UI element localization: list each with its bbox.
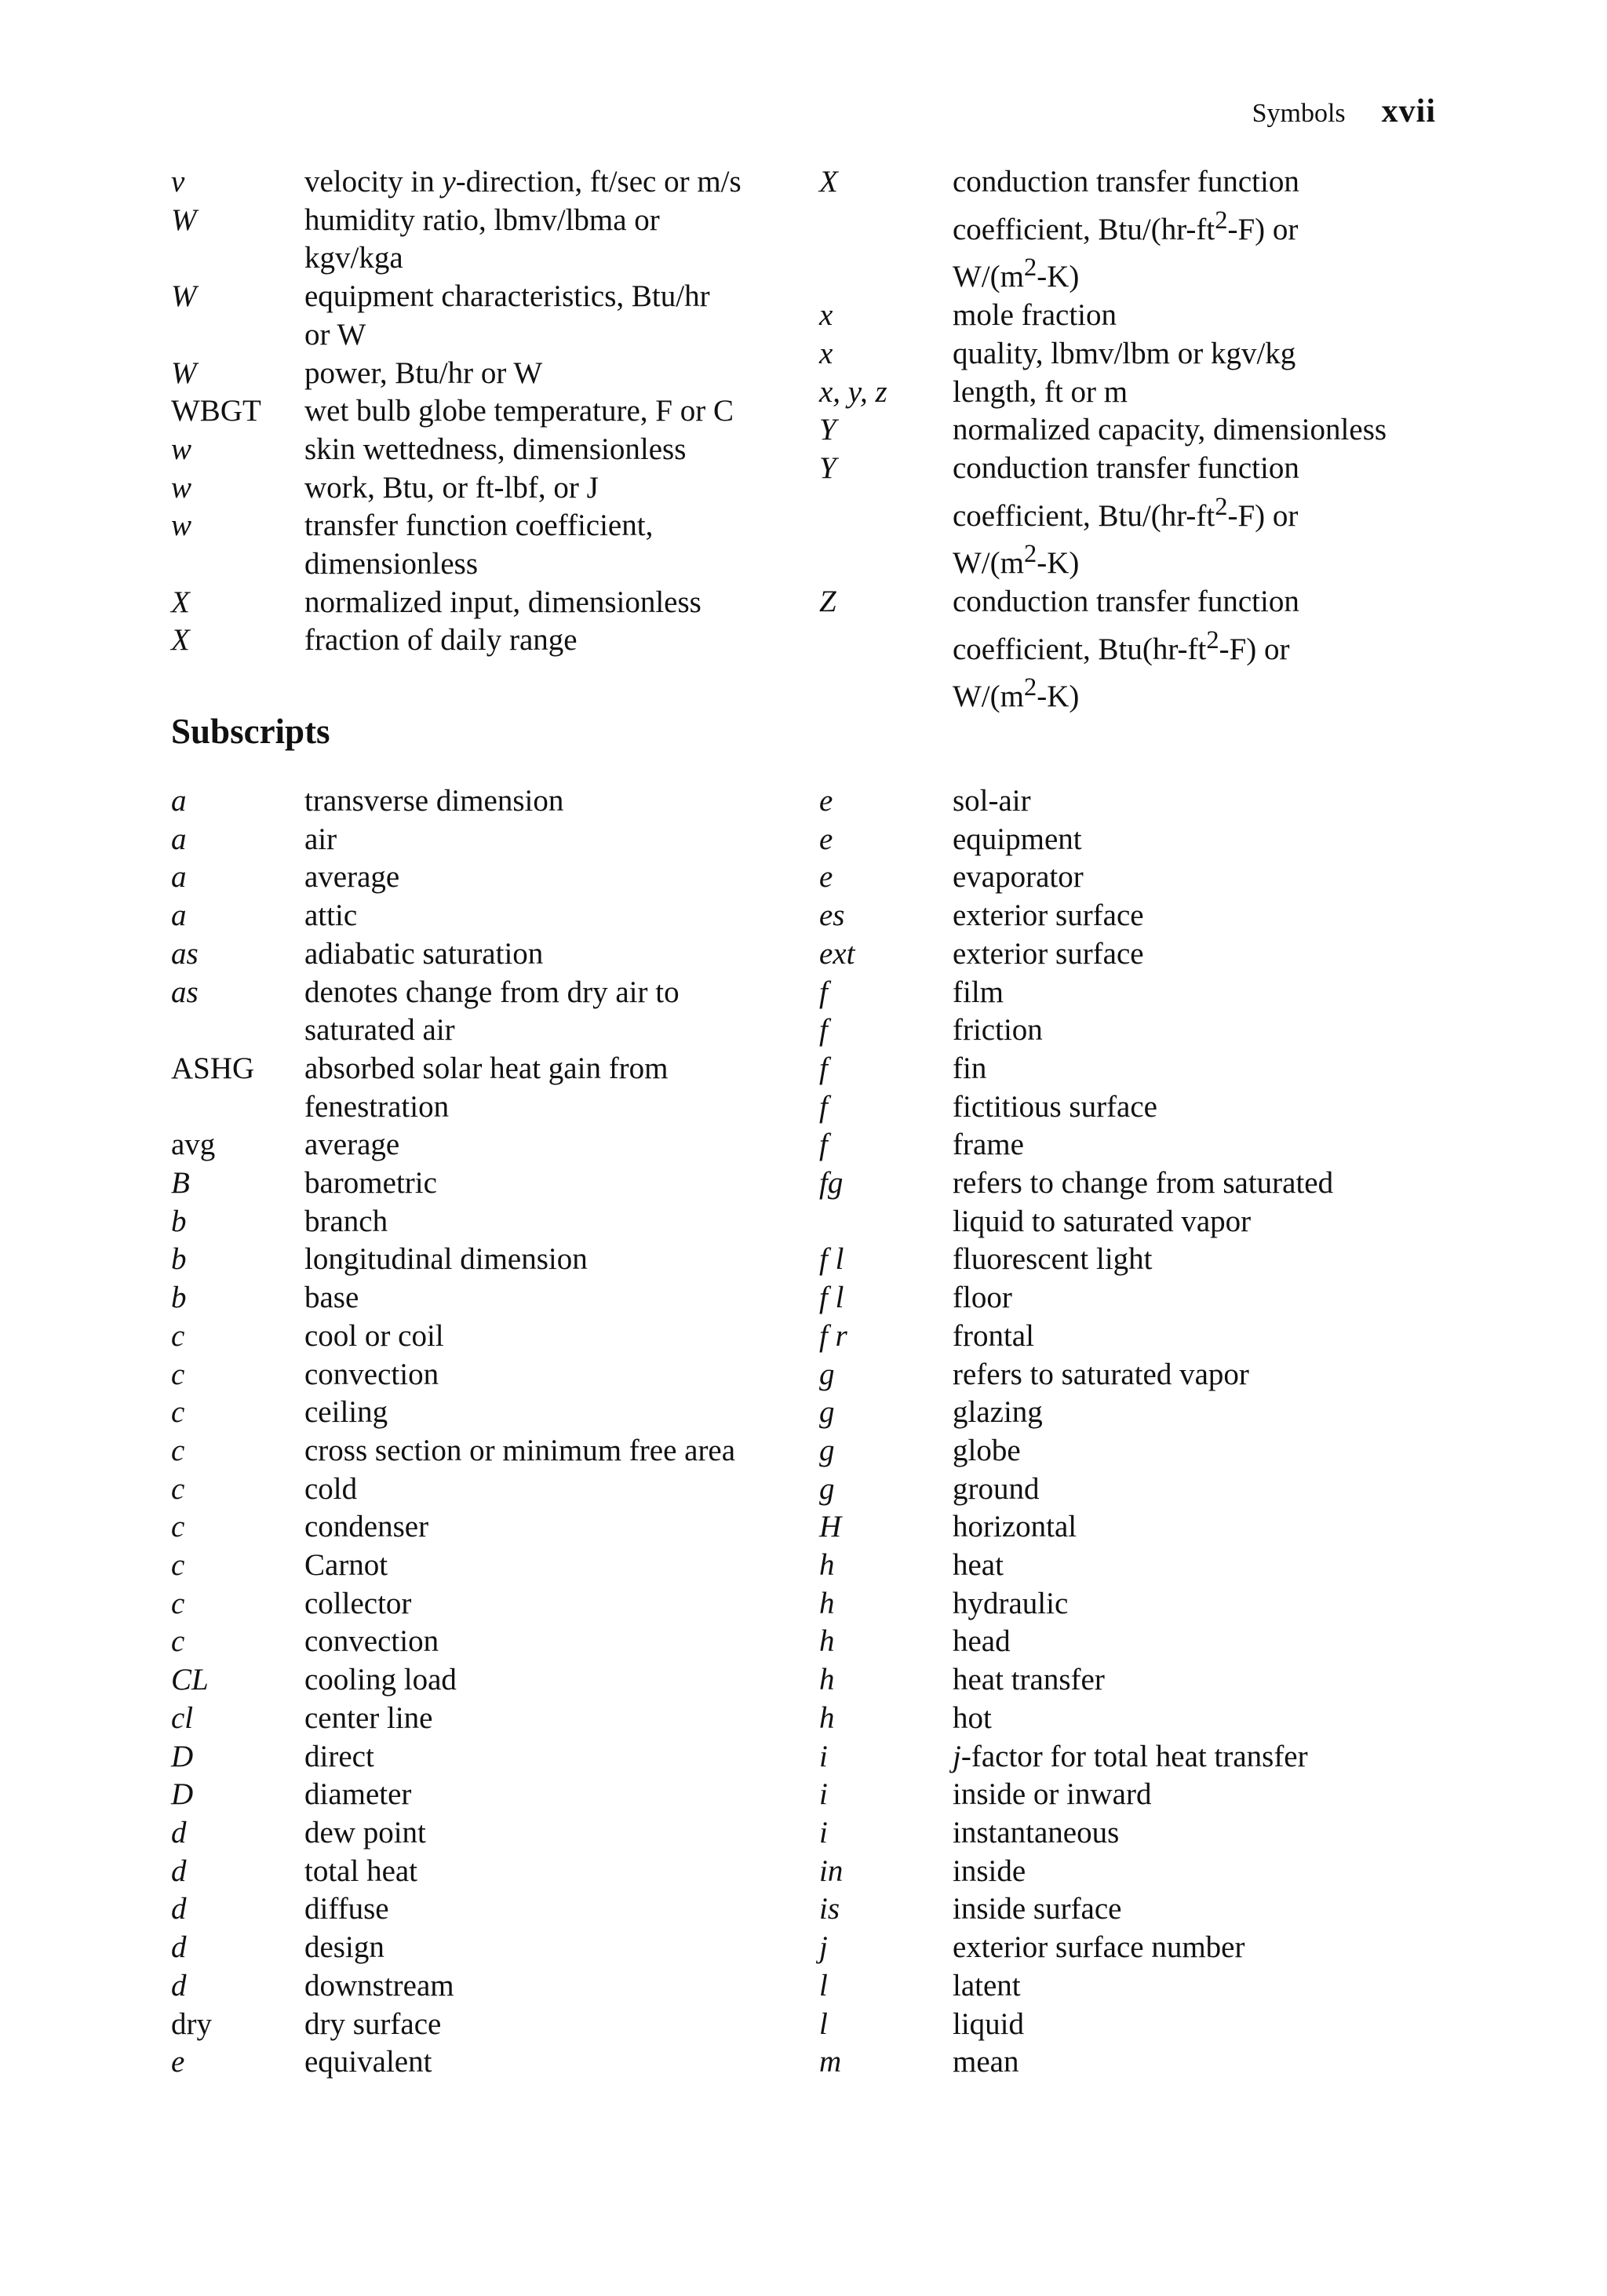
symbol: l <box>819 2006 828 2041</box>
list-item <box>819 1088 1442 1127</box>
list-item <box>171 1967 819 2006</box>
symbol: g <box>819 1395 835 1430</box>
symbol: c <box>171 1357 185 1391</box>
definition: cool or coil <box>304 1318 444 1353</box>
definition: attic <box>304 898 358 933</box>
symbol: h <box>819 1624 835 1659</box>
definition: globe <box>953 1433 1021 1467</box>
symbol: d <box>171 1892 187 1926</box>
list-item <box>819 1164 1442 1241</box>
list-item <box>819 335 1442 374</box>
symbol: W <box>171 279 197 314</box>
symbol: WBGT <box>171 394 261 428</box>
list-item <box>819 1126 1442 1164</box>
symbol: Z <box>819 585 836 619</box>
list-item <box>819 450 1442 583</box>
list-item <box>171 392 819 431</box>
definition: normalized capacity, dimensionless <box>953 413 1387 447</box>
symbol: d <box>171 1968 187 2003</box>
symbol: X <box>171 585 190 619</box>
definition: wet bulb globe temperature, F or C <box>304 394 734 428</box>
symbol: w <box>171 508 192 543</box>
symbol: e <box>171 2045 185 2079</box>
list-item <box>171 1661 819 1700</box>
symbol: c <box>171 1318 185 1353</box>
definition: frontal <box>953 1318 1034 1353</box>
symbol: x <box>819 336 833 370</box>
list-item <box>819 782 1442 821</box>
list-item <box>819 1356 1442 1394</box>
list-item <box>819 1394 1442 1432</box>
symbol: is <box>819 1892 840 1926</box>
list-item <box>171 1508 819 1547</box>
list-item <box>819 1471 1442 1509</box>
list-item <box>819 1890 1442 1929</box>
symbol: h <box>819 1586 835 1620</box>
subscripts-right-column <box>819 782 1442 2082</box>
subscripts-list <box>171 782 1442 2082</box>
definition: convection <box>304 1357 439 1391</box>
definition: evaporator <box>953 860 1084 895</box>
symbol: avg <box>171 1128 216 1162</box>
symbol: X <box>819 165 838 199</box>
list-item <box>819 935 1442 974</box>
list-item <box>171 163 819 202</box>
definition: film <box>953 975 1004 1009</box>
definition: barometric <box>304 1166 437 1201</box>
list-item <box>171 431 819 469</box>
symbol: d <box>171 1853 187 1888</box>
definition: fraction of daily range <box>304 623 578 658</box>
symbol: in <box>819 1853 844 1888</box>
definition: dry surface <box>304 2006 442 2041</box>
definition: work, Btu, or ft-lbf, or J <box>304 470 599 505</box>
list-item <box>171 821 819 859</box>
definition: friction <box>953 1013 1043 1048</box>
list-item <box>819 1623 1442 1661</box>
symbol: a <box>171 898 187 933</box>
definition: floor <box>953 1281 1012 1315</box>
definition: conduction transfer function coefficient, Btu/$(hr-ft^2-F)$ or $W/(m^2-K)$ <box>953 450 1299 581</box>
definition: frame <box>953 1128 1024 1162</box>
symbol: h <box>819 1663 835 1697</box>
symbol: H <box>819 1510 842 1544</box>
definition: velocity in y-direction, ft/sec or m/s <box>304 165 742 199</box>
list-item <box>171 584 819 622</box>
definition: longitudinal dimension <box>304 1242 588 1277</box>
list-item <box>819 411 1442 450</box>
symbol: d <box>171 1815 187 1850</box>
symbol: c <box>171 1471 185 1506</box>
subscripts-left-column <box>171 782 819 2082</box>
symbol: c <box>171 1624 185 1659</box>
definition: design <box>304 1930 384 1965</box>
symbol: b <box>171 1204 187 1238</box>
symbol: i <box>819 1739 828 1773</box>
symbol: Y <box>819 450 836 485</box>
symbol: x, y, z <box>819 374 887 409</box>
symbol: ext <box>819 936 855 971</box>
list-item <box>819 1317 1442 1356</box>
definition: convection <box>304 1624 439 1659</box>
definition: ground <box>953 1471 1040 1506</box>
symbols-left-column <box>171 163 819 716</box>
definition: denotes change from dry air to saturated air <box>304 975 680 1048</box>
symbol: CL <box>171 1663 209 1697</box>
list-item <box>171 1241 819 1279</box>
symbol: cl <box>171 1700 194 1735</box>
definition: adiabatic saturation <box>304 936 544 971</box>
list-item <box>819 2006 1442 2044</box>
symbol: d <box>171 1930 187 1965</box>
symbol: f <box>819 1128 828 1162</box>
list-item <box>171 1776 819 1814</box>
list-item <box>819 1967 1442 2006</box>
definition: diffuse <box>304 1892 389 1926</box>
symbol: c <box>171 1548 185 1583</box>
symbol: c <box>171 1395 185 1430</box>
symbol: f <box>819 1051 828 1085</box>
symbol: fg <box>819 1166 844 1201</box>
list-item <box>171 1126 819 1164</box>
list-item <box>171 1203 819 1241</box>
running-title: Symbols <box>1252 99 1346 128</box>
symbol: a <box>171 822 187 856</box>
symbol: f <box>819 975 828 1009</box>
list-item <box>171 1279 819 1317</box>
list-item <box>819 897 1442 935</box>
list-item <box>171 469 819 508</box>
definition: mole fraction <box>953 298 1117 333</box>
list-item <box>171 1700 819 1738</box>
symbol: as <box>171 936 199 971</box>
symbol: f <box>819 1013 828 1048</box>
list-item <box>171 1164 819 1203</box>
list-item <box>171 2006 819 2044</box>
list-item <box>171 1929 819 1967</box>
list-item <box>819 1814 1442 1853</box>
list-item <box>819 374 1442 412</box>
symbol: g <box>819 1433 835 1467</box>
definition: cross section or minimum free area <box>304 1433 736 1467</box>
definition: normalized input, dimensionless <box>304 585 701 619</box>
symbol: h <box>819 1700 835 1735</box>
list-item <box>171 974 819 1050</box>
symbol: w <box>171 470 192 505</box>
page-number: xvii <box>1381 93 1436 129</box>
list-item <box>171 1738 819 1777</box>
definition: inside surface <box>953 1892 1122 1926</box>
definition: direct <box>304 1739 374 1773</box>
symbol: Y <box>819 413 836 447</box>
symbol: a <box>171 860 187 895</box>
list-item <box>171 2043 819 2082</box>
list-item <box>171 202 819 278</box>
list-item <box>171 858 819 897</box>
definition: fluorescent light <box>953 1242 1153 1277</box>
definition: latent <box>953 1968 1021 2003</box>
symbols-continued <box>171 163 1442 716</box>
definition: condenser <box>304 1510 429 1544</box>
symbol: i <box>819 1815 828 1850</box>
symbol: e <box>819 822 833 856</box>
definition: center line <box>304 1700 433 1735</box>
definition: cooling load <box>304 1663 457 1697</box>
definition: humidity ratio, lbmv/lbma or kgv/kga <box>304 202 660 275</box>
list-item <box>171 1853 819 1891</box>
symbol: f l <box>819 1242 844 1277</box>
symbol: c <box>171 1433 185 1467</box>
symbol: f <box>819 1089 828 1124</box>
list-item <box>171 621 819 660</box>
definition: exterior surface <box>953 936 1144 971</box>
definition: equivalent <box>304 2045 432 2079</box>
list-item <box>171 1471 819 1509</box>
definition: exterior surface number <box>953 1930 1245 1965</box>
definition: heat <box>953 1548 1004 1583</box>
list-item <box>171 1356 819 1394</box>
definition: skin wettedness, dimensionless <box>304 432 687 466</box>
definition: transverse dimension <box>304 784 564 818</box>
list-item <box>171 1394 819 1432</box>
list-item <box>819 1585 1442 1624</box>
definition: hot <box>953 1700 992 1735</box>
symbol: as <box>171 975 199 1009</box>
definition: refers to change from saturated liquid to saturated vapor <box>953 1166 1334 1238</box>
list-item <box>171 1814 819 1853</box>
definition: average <box>304 860 400 895</box>
list-item <box>819 1929 1442 1967</box>
list-item <box>819 2043 1442 2082</box>
list-item <box>819 1241 1442 1279</box>
symbol: D <box>171 1739 194 1773</box>
symbols-right-column <box>819 163 1442 716</box>
list-item <box>171 1623 819 1661</box>
definition: ceiling <box>304 1395 388 1430</box>
definition: conduction transfer function coefficient, Btu/$(hr-ft^2-F)$ or $W/(m^2-K)$ <box>953 165 1299 294</box>
symbol: i <box>819 1777 828 1812</box>
symbol: D <box>171 1777 194 1812</box>
symbol: ASHG <box>171 1051 255 1085</box>
list-item <box>819 583 1442 716</box>
definition: length, ft or m <box>953 374 1128 409</box>
definition: inside <box>953 1853 1026 1888</box>
list-item <box>171 1547 819 1585</box>
symbol: X <box>171 623 190 658</box>
list-item <box>819 1776 1442 1814</box>
symbol: j <box>819 1930 828 1965</box>
list-item <box>819 858 1442 897</box>
definition: fin <box>953 1051 987 1085</box>
list-item <box>171 507 819 583</box>
definition: base <box>304 1281 359 1315</box>
list-item <box>819 1738 1442 1777</box>
definition: j-factor for total heat transfer <box>953 1739 1308 1773</box>
definition: conduction transfer function coefficient, $Btu(hr-ft^2-F)$ or $W/(m^2-K)$ <box>953 585 1299 714</box>
symbol: l <box>819 1968 828 2003</box>
definition: inside or inward <box>953 1777 1152 1812</box>
definition: fictitious surface <box>953 1089 1157 1124</box>
definition: downstream <box>304 1968 454 2003</box>
definition: collector <box>304 1586 412 1620</box>
definition: transfer function coefficient, dimensionless <box>304 508 654 581</box>
definition: average <box>304 1128 400 1162</box>
symbol: e <box>819 784 833 818</box>
symbol: h <box>819 1548 835 1583</box>
list-item <box>819 1661 1442 1700</box>
definition: equipment characteristics, Btu/hr or W <box>304 279 710 352</box>
definition: dew point <box>304 1815 426 1850</box>
symbol: a <box>171 784 187 818</box>
definition: instantaneous <box>953 1815 1120 1850</box>
list-item <box>171 1890 819 1929</box>
list-item <box>819 1700 1442 1738</box>
symbol: v <box>171 165 185 199</box>
symbol: dry <box>171 2006 212 2041</box>
list-item <box>171 278 819 354</box>
definition: sol-air <box>953 784 1031 818</box>
list-item <box>819 1050 1442 1088</box>
symbol: es <box>819 898 845 933</box>
definition: exterior surface <box>953 898 1144 933</box>
definition: cold <box>304 1471 358 1506</box>
definition: absorbed solar heat gain from fenestration <box>304 1051 669 1124</box>
definition: Carnot <box>304 1548 388 1583</box>
definition: horizontal <box>953 1510 1077 1544</box>
list-item <box>819 163 1442 297</box>
symbol: b <box>171 1281 187 1315</box>
symbol: c <box>171 1510 185 1544</box>
list-item <box>171 1432 819 1471</box>
definition: total heat <box>304 1853 418 1888</box>
list-item <box>819 974 1442 1012</box>
symbol: B <box>171 1166 190 1201</box>
definition: air <box>304 822 337 856</box>
list-item <box>819 1279 1442 1317</box>
definition: quality, lbmv/lbm or kgv/kg <box>953 336 1296 370</box>
subscripts-heading: Subscripts <box>171 712 330 751</box>
list-item <box>819 1432 1442 1471</box>
symbol: g <box>819 1471 835 1506</box>
list-item <box>171 355 819 393</box>
symbol: e <box>819 860 833 895</box>
definition: liquid <box>953 2006 1025 2041</box>
definition: branch <box>304 1204 388 1238</box>
list-item <box>171 935 819 974</box>
page-header <box>1252 93 1436 130</box>
symbol: W <box>171 355 197 390</box>
symbol: b <box>171 1242 187 1277</box>
symbol: m <box>819 2045 842 2079</box>
definition: mean <box>953 2045 1019 2079</box>
definition: refers to saturated vapor <box>953 1357 1249 1391</box>
symbol: f r <box>819 1318 847 1353</box>
list-item <box>171 1585 819 1624</box>
definition: heat transfer <box>953 1663 1105 1697</box>
definition: glazing <box>953 1395 1043 1430</box>
definition: power, Btu/hr or W <box>304 355 543 390</box>
symbol: g <box>819 1357 835 1391</box>
list-item <box>819 821 1442 859</box>
definition: diameter <box>304 1777 412 1812</box>
list-item <box>819 1547 1442 1585</box>
symbol: x <box>819 298 833 333</box>
symbol: W <box>171 202 197 237</box>
list-item <box>171 897 819 935</box>
definition: hydraulic <box>953 1586 1069 1620</box>
symbol: f l <box>819 1281 844 1315</box>
symbol: c <box>171 1586 185 1620</box>
list-item <box>171 1317 819 1356</box>
symbol: w <box>171 432 192 466</box>
list-item <box>171 782 819 821</box>
list-item <box>819 297 1442 335</box>
definition: equipment <box>953 822 1082 856</box>
list-item <box>819 1853 1442 1891</box>
list-item <box>819 1011 1442 1050</box>
definition: head <box>953 1624 1011 1659</box>
list-item <box>171 1050 819 1126</box>
list-item <box>819 1508 1442 1547</box>
